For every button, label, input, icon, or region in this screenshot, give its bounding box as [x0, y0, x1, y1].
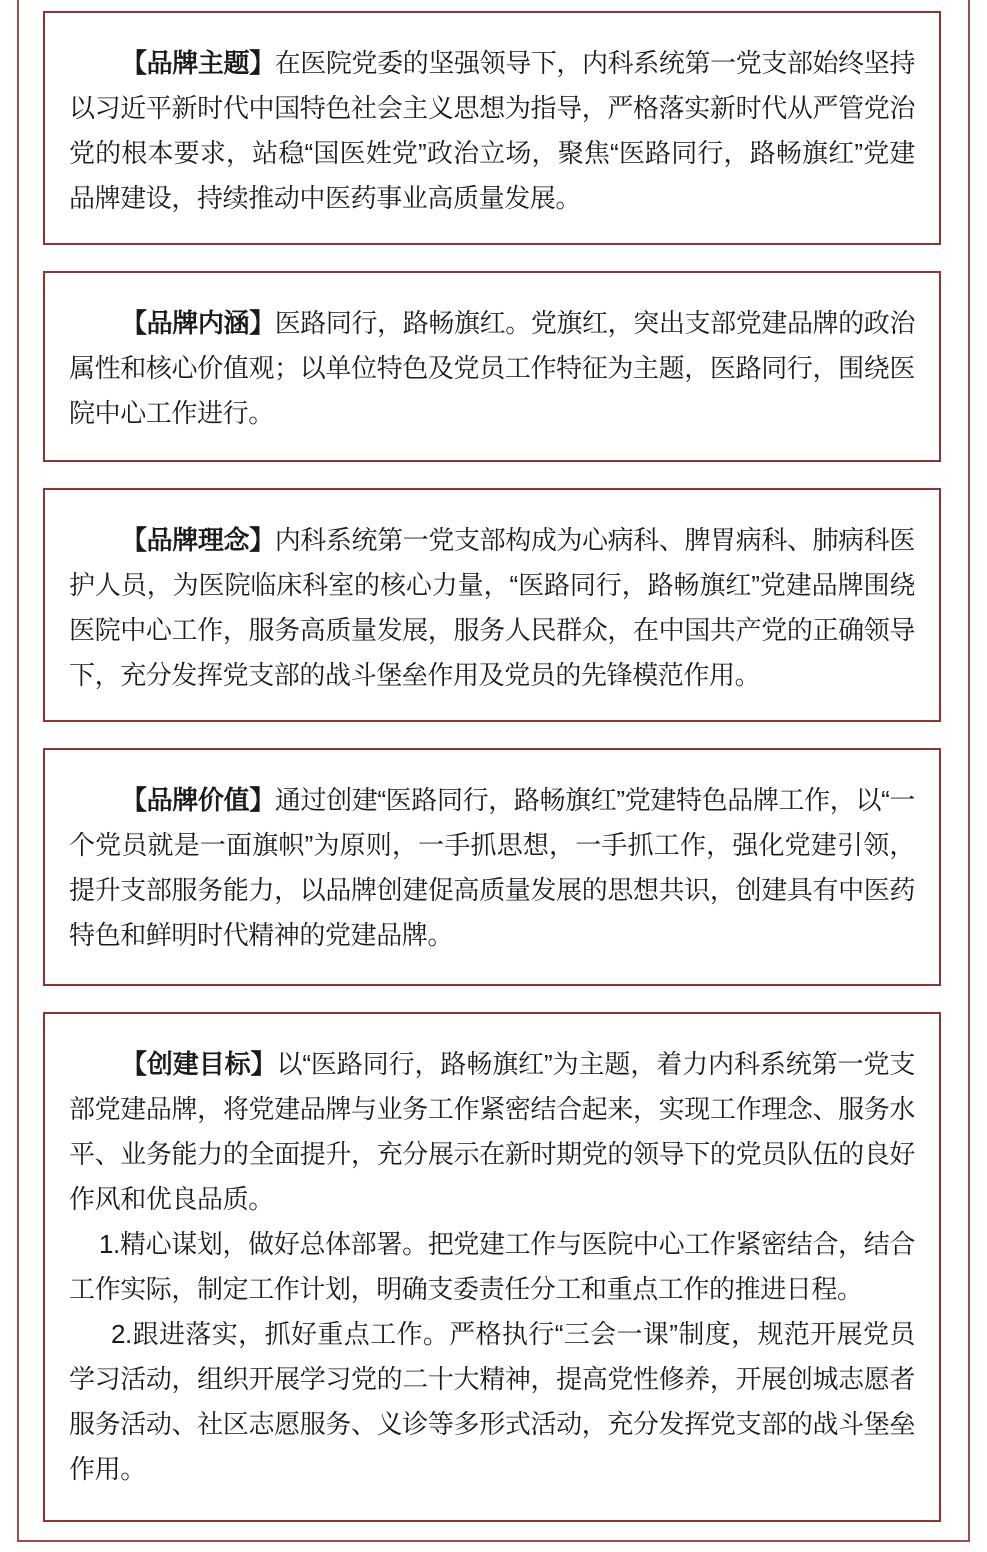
- paragraph-text: 内科系统第一党支部构成为心病科、脾胃病科、肺病科医护人员，为医院临床科室的核心力量，“医路同行，路畅旗红”党建品牌围绕医院中心工作，服务高质量发展，服务人民群众，在中国共产党的正确领导下，充分发挥党支部的战斗堡垒作用及党员的先锋模范作用。: [69, 525, 915, 690]
- section-brand-concept: [43, 488, 941, 722]
- paragraph-text: 通过创建“医路同行，路畅旗红”党建特色品牌工作，以“一个党员就是一面旗帜”为原则，一手抓思想，一手抓工作，强化党建引领，提升支部服务能力，以品牌创建促高质量发展的思想共识，创建具有中医药特色和鲜明时代精神的党建品牌。: [69, 785, 915, 950]
- section-brand-value: [43, 748, 941, 986]
- section-heading-brand-theme: 【品牌主题】: [121, 48, 275, 78]
- paragraph-numbered-2: [69, 1312, 915, 1492]
- paragraph: [69, 301, 915, 436]
- section-creation-goal: [43, 1012, 941, 1522]
- section-heading-brand-value: 【品牌价值】: [121, 785, 275, 815]
- paragraph-text: 2.跟进落实，抓好重点工作。严格执行“三会一课”制度，规范开展党员学习活动，组织开展学习党的二十大精神，提高党性修养，开展创城志愿者服务活动、社区志愿服务、义诊等多形式活动，充分发挥党支部的战斗堡垒作用。: [69, 1319, 915, 1484]
- section-heading-brand-concept: 【品牌理念】: [121, 525, 275, 555]
- paragraph-text: 医路同行，路畅旗红。党旗红，突出支部党建品牌的政治属性和核心价值观；以单位特色及党员工作特征为主题，医路同行，围绕医院中心工作进行。: [69, 308, 915, 428]
- section-brand-theme: [43, 11, 941, 245]
- section-heading-brand-meaning: 【品牌内涵】: [121, 308, 275, 338]
- outer-frame: [17, 0, 970, 1542]
- paragraph: [69, 41, 915, 221]
- paragraph-text: 在医院党委的坚强领导下，内科系统第一党支部始终坚持以习近平新时代中国特色社会主义思想为指导，严格落实新时代从严管党治党的根本要求，站稳“国医姓党”政治立场，聚焦“医路同行，路畅旗红”党建品牌建设，持续推动中医药事业高质量发展。: [69, 48, 915, 213]
- paragraph: [69, 518, 915, 698]
- paragraph-text: 以“医路同行，路畅旗红”为主题，着力内科系统第一党支部党建品牌，将党建品牌与业务工作紧密结合起来，实现工作理念、服务水平、业务能力的全面提升，充分展示在新时期党的领导下的党员队伍的良好作风和优良品质。: [69, 1049, 915, 1214]
- section-heading-creation-goal: 【创建目标】: [121, 1049, 277, 1079]
- paragraph: [69, 778, 915, 958]
- paragraph: [69, 1042, 915, 1222]
- paragraph-numbered-1: [69, 1222, 915, 1312]
- paragraph-text: 1.精心谋划，做好总体部署。把党建工作与医院中心工作紧密结合，结合工作实际，制定工作计划，明确支委责任分工和重点工作的推进日程。: [69, 1229, 915, 1304]
- section-brand-meaning: [43, 271, 941, 462]
